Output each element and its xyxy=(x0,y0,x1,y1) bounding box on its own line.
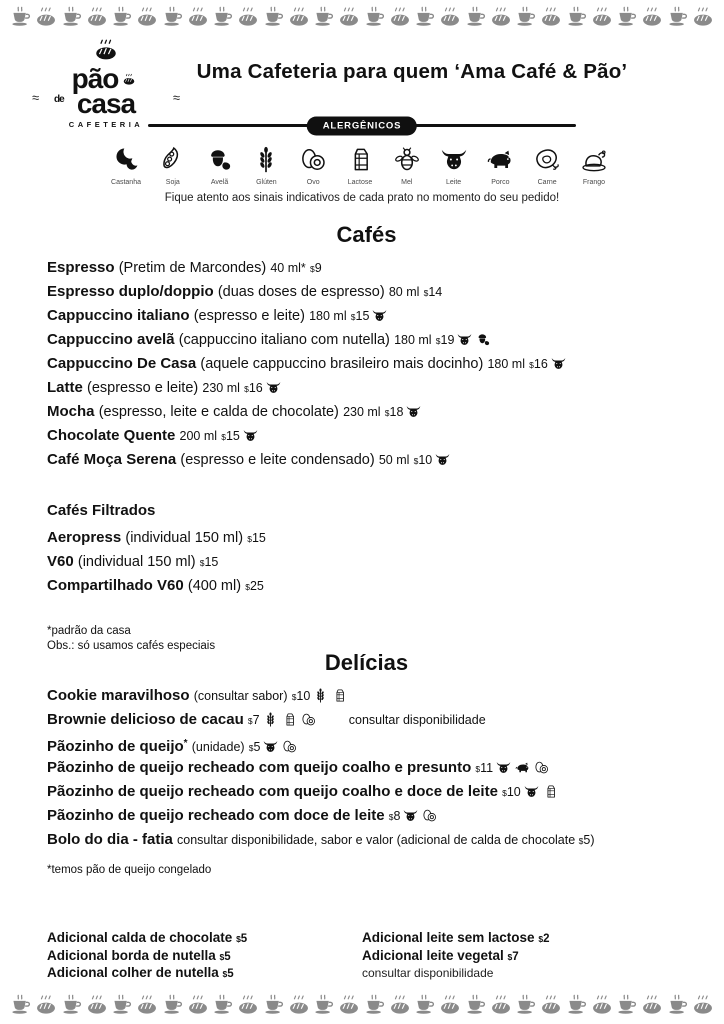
coffee-cup-icon xyxy=(364,6,386,28)
item-price: $2 xyxy=(538,933,550,945)
allergen-label: Ovo xyxy=(306,179,320,186)
allergen-label: Leite xyxy=(445,179,462,186)
item-price: $16 xyxy=(529,357,548,371)
bread-icon xyxy=(338,6,360,28)
avela-icon xyxy=(473,331,492,348)
currency-symbol: $ xyxy=(435,336,441,346)
coffee-cup-icon xyxy=(162,6,184,28)
ovo-icon xyxy=(298,160,328,177)
cafes-filtrados-title: Cafés Filtrados xyxy=(47,502,156,519)
currency-symbol: $ xyxy=(219,951,225,962)
item-price: $7 xyxy=(247,713,260,727)
currency-symbol: $ xyxy=(247,716,253,726)
item-description: (espresso e leite) xyxy=(193,308,305,324)
item-description: (aquele cappuccino brasileiro mais docinho) xyxy=(200,356,484,372)
menu-item xyxy=(47,760,686,784)
currency-symbol: $ xyxy=(244,384,249,394)
ovo-icon xyxy=(298,711,317,728)
cafes-items xyxy=(47,260,686,476)
item-description: (400 ml) xyxy=(187,578,242,594)
allergen-label: Frango xyxy=(582,179,606,186)
menu-item xyxy=(47,332,686,356)
mel-icon xyxy=(392,160,422,177)
gluten-icon xyxy=(310,687,329,704)
item-size: 180 ml xyxy=(487,357,525,371)
porco-icon xyxy=(485,160,515,177)
frango-icon xyxy=(579,160,609,177)
currency-symbol: $ xyxy=(247,534,252,544)
leite-icon xyxy=(432,451,451,468)
ovo-icon xyxy=(419,807,438,824)
coffee-cup-icon xyxy=(414,994,436,1016)
coffee-cup-icon xyxy=(667,994,689,1016)
item-name: Cappuccino italiano xyxy=(47,307,190,324)
currency-symbol: $ xyxy=(507,951,513,962)
item-price: $14 xyxy=(423,285,443,299)
coffee-cup-icon xyxy=(515,6,537,28)
bread-icon xyxy=(237,994,259,1016)
item-price: $8 xyxy=(388,809,401,823)
menu-item xyxy=(47,428,686,452)
currency-symbol: $ xyxy=(199,558,205,568)
leite-icon xyxy=(548,355,567,372)
coffee-cup-icon xyxy=(414,6,436,28)
bread-icon xyxy=(35,994,57,1016)
menu-item xyxy=(47,260,686,284)
coffee-cup-icon xyxy=(313,6,335,28)
item-name: Pãozinho de queijo xyxy=(47,738,184,755)
page-title: Uma Cafeteria para quem ‘Ama Café & Pão’ xyxy=(196,60,628,83)
bread-icon xyxy=(490,994,512,1016)
item-description: (duas doses de espresso) xyxy=(217,284,385,300)
item-note: consultar disponibilidade, sabor e valor (adicional de calda de chocolate $5) xyxy=(177,833,595,847)
item-name: Chocolate Quente xyxy=(47,427,176,444)
porco-icon xyxy=(512,759,531,776)
coffee-cup-icon xyxy=(10,6,32,28)
leite-icon xyxy=(439,160,469,177)
adicional-item: Adicional borda de nutella $5 xyxy=(47,947,231,963)
menu-item xyxy=(47,784,686,808)
bread-icon xyxy=(187,994,209,1016)
logo-subtitle: CAFETERIA xyxy=(68,120,144,129)
bread-icon xyxy=(338,994,360,1016)
bread-icon xyxy=(692,994,714,1016)
bread-icon xyxy=(540,6,562,28)
allergen-note: Fique atento aos sinais indicativos de cada prato no momento do seu pedido! xyxy=(164,192,560,204)
allergen-gluten xyxy=(243,146,289,186)
item-size: 40 ml* xyxy=(270,261,306,275)
item-price: $5 xyxy=(236,933,248,945)
logo xyxy=(32,38,180,129)
gluten-icon xyxy=(251,160,281,177)
item-description: (espresso, leite e calda de chocolate) xyxy=(98,404,339,420)
item-name: Mocha xyxy=(47,403,95,420)
filtrados-items xyxy=(47,530,686,602)
coffee-cup-icon xyxy=(212,994,234,1016)
item-size: 80 ml xyxy=(388,285,420,299)
adicionais-note: consultar disponibilidade xyxy=(362,966,494,980)
item-name: Pãozinho de queijo recheado com doce de leite xyxy=(47,807,385,824)
item-name: Brownie delicioso de cacau xyxy=(47,711,244,728)
delicias-title: Delícias xyxy=(324,650,409,675)
allergen-leite xyxy=(431,146,477,186)
allergen-lactose xyxy=(337,146,383,186)
bread-icon xyxy=(35,6,57,28)
menu-item xyxy=(47,554,686,578)
delicias-items xyxy=(47,688,686,856)
allergen-soja xyxy=(150,146,196,186)
item-price: $15 xyxy=(247,531,266,545)
item-description: (individual 150 ml) xyxy=(77,554,196,570)
coffee-cup-icon xyxy=(10,994,32,1016)
item-description: (espresso e leite condensado) xyxy=(180,452,375,468)
allergen-badge: ALERGÊNICOS xyxy=(307,116,417,135)
leite-icon xyxy=(403,403,422,420)
coffee-cup-icon xyxy=(465,994,487,1016)
bread-icon xyxy=(187,6,209,28)
gluten-icon xyxy=(260,711,279,728)
menu-item xyxy=(47,832,686,856)
item-price: $10 xyxy=(502,785,521,799)
allergen-label: Avelã xyxy=(210,179,229,186)
leite-icon xyxy=(400,807,419,824)
carne-icon xyxy=(532,160,562,177)
item-name: Pãozinho de queijo recheado com queijo coalho e doce de leite xyxy=(47,783,498,800)
currency-symbol: $ xyxy=(413,456,419,466)
soja-icon xyxy=(158,160,188,177)
item-description: (cappuccino italiano com nutella) xyxy=(178,332,390,348)
footnote-pao-congelado: *temos pão de queijo congelado xyxy=(47,864,212,876)
allergen-mel xyxy=(384,146,430,186)
section-delicias xyxy=(47,650,686,856)
logo-text-de: de xyxy=(54,94,64,105)
menu-item xyxy=(47,284,686,308)
bread-icon xyxy=(237,6,259,28)
lactose-icon xyxy=(279,711,298,728)
coffee-cup-icon xyxy=(61,994,83,1016)
item-price: $11 xyxy=(475,761,494,775)
coffee-cup-icon xyxy=(364,994,386,1016)
bread-icon xyxy=(86,6,108,28)
allergen-label: Mel xyxy=(401,179,413,186)
section-cafes xyxy=(47,222,686,654)
adicional-item: Adicional leite vegetal $7 xyxy=(362,947,519,963)
coffee-cup-icon xyxy=(566,994,588,1016)
item-description: (espresso e leite) xyxy=(87,380,199,396)
item-price: $10 xyxy=(413,453,433,467)
currency-symbol: $ xyxy=(423,288,429,298)
allergen-frango xyxy=(571,146,617,186)
coffee-cup-icon xyxy=(212,6,234,28)
item-name: Espresso xyxy=(47,259,115,276)
currency-symbol: $ xyxy=(236,934,241,944)
currency-symbol: $ xyxy=(384,408,390,418)
menu-item xyxy=(47,356,686,380)
item-price: $25 xyxy=(245,579,264,593)
item-name: Aeropress xyxy=(47,529,122,546)
note-cafes-especiais: Obs.: só usamos cafés especiais xyxy=(47,640,216,652)
bread-icon xyxy=(136,994,158,1016)
item-name: Café Moça Serena xyxy=(47,451,177,468)
currency-symbol: $ xyxy=(222,969,228,979)
currency-symbol: $ xyxy=(578,836,584,846)
item-description: (individual 150 ml) xyxy=(125,530,244,546)
menu-item xyxy=(47,736,686,760)
item-name: Bolo do dia - fatia xyxy=(47,831,173,848)
coffee-cup-icon xyxy=(515,994,537,1016)
leite-icon xyxy=(369,307,388,324)
allergen-carne xyxy=(524,146,570,186)
item-price: $5 xyxy=(248,740,261,754)
allergen-label: Porco xyxy=(491,179,510,186)
adicional-item: Adicional leite sem lactose $2 xyxy=(362,930,550,945)
currency-symbol: $ xyxy=(221,432,226,442)
coffee-cup-icon xyxy=(616,994,638,1016)
menu-item xyxy=(47,808,686,832)
logo-text: pão xyxy=(71,63,119,94)
allergen-label: Soja xyxy=(165,179,180,186)
item-size: 180 ml xyxy=(394,333,432,347)
item-name: Cappuccino avelã xyxy=(47,331,175,348)
item-price: $7 xyxy=(507,950,519,963)
currency-symbol: $ xyxy=(291,692,297,702)
item-price: $15 xyxy=(221,429,240,443)
allergen-row xyxy=(103,146,617,186)
item-price: $5 xyxy=(219,950,231,963)
allergen-divider xyxy=(148,120,576,131)
leite-icon xyxy=(260,738,279,755)
item-name: Latte xyxy=(47,379,83,396)
ovo-icon xyxy=(279,738,298,755)
coffee-cup-icon xyxy=(566,6,588,28)
allergen-label: Glúten xyxy=(256,179,277,186)
cafes-title: Cafés xyxy=(336,222,397,247)
bread-icon xyxy=(439,6,461,28)
lactose-icon xyxy=(345,160,375,177)
adicionais-right-column xyxy=(362,930,549,982)
top-border-strip xyxy=(10,6,714,28)
castanha-icon xyxy=(111,160,141,177)
bread-icon xyxy=(692,6,714,28)
adicional-item: Adicional colher de nutella $5 xyxy=(47,965,234,980)
currency-symbol: $ xyxy=(529,360,534,370)
bread-icon xyxy=(591,6,613,28)
item-name: Espresso duplo/doppio xyxy=(47,283,214,300)
item-description: (consultar sabor) xyxy=(193,689,288,703)
item-price: $10 xyxy=(291,689,311,703)
bread-icon xyxy=(641,994,663,1016)
coffee-cup-icon xyxy=(162,994,184,1016)
allergen-avela xyxy=(197,146,243,186)
item-name: Compartilhado V60 xyxy=(47,577,184,594)
menu-item xyxy=(47,308,686,332)
coffee-cup-icon xyxy=(111,6,133,28)
item-price: $16 xyxy=(244,381,263,395)
item-price: $18 xyxy=(384,405,404,419)
bread-icon xyxy=(439,994,461,1016)
bread-icon xyxy=(540,994,562,1016)
item-size: 230 ml xyxy=(202,381,240,395)
ovo-icon xyxy=(531,759,550,776)
item-size: 180 ml xyxy=(309,309,347,323)
allergen-label: Castanha xyxy=(111,179,141,186)
currency-symbol: $ xyxy=(350,312,356,322)
logo-text: casa xyxy=(76,88,136,119)
menu-item xyxy=(47,404,686,428)
bread-icon xyxy=(490,6,512,28)
bread-icon xyxy=(641,6,663,28)
currency-symbol: $ xyxy=(248,743,254,753)
currency-symbol: $ xyxy=(388,812,394,822)
item-description: (unidade) xyxy=(191,740,245,754)
steam-decoration: ≈ xyxy=(32,90,40,105)
allergen-castanha xyxy=(103,146,149,186)
menu-item xyxy=(47,452,686,476)
allergen-porco xyxy=(477,146,523,186)
currency-symbol: $ xyxy=(502,788,507,798)
allergen-ovo xyxy=(290,146,336,186)
coffee-cup-icon xyxy=(313,994,335,1016)
item-price: $9 xyxy=(309,261,322,275)
currency-symbol: $ xyxy=(538,934,544,944)
leite-icon xyxy=(454,331,473,348)
item-description: (Pretim de Marcondes) xyxy=(118,260,267,276)
item-name: Cappuccino De Casa xyxy=(47,355,197,372)
avela-icon xyxy=(205,160,235,177)
allergen-label: Lactose xyxy=(347,179,373,186)
item-size: 200 ml xyxy=(179,429,218,443)
bread-icon xyxy=(591,994,613,1016)
menu-item xyxy=(47,380,686,404)
currency-symbol: $ xyxy=(475,764,481,774)
coffee-cup-icon xyxy=(465,6,487,28)
leite-icon xyxy=(521,783,540,800)
menu-item xyxy=(47,578,686,602)
lactose-icon xyxy=(329,687,348,704)
adicional-item: Adicional calda de chocolate $5 xyxy=(47,930,248,945)
coffee-cup-icon xyxy=(616,6,638,28)
item-name: Pãozinho de queijo recheado com queijo coalho e presunto xyxy=(47,759,472,776)
item-price: $15 xyxy=(199,555,219,569)
leite-icon xyxy=(493,759,512,776)
allergen-label: Carne xyxy=(537,179,557,186)
item-note: consultar disponibilidade xyxy=(348,713,486,727)
bread-icon xyxy=(389,6,411,28)
bread-icon xyxy=(389,994,411,1016)
menu-item xyxy=(47,530,686,554)
coffee-cup-icon xyxy=(61,6,83,28)
item-asterisk: * xyxy=(183,738,188,749)
leite-icon xyxy=(263,379,282,396)
adicionais-left-column xyxy=(47,930,247,983)
bread-icon xyxy=(136,6,158,28)
item-price: $19 xyxy=(435,333,455,347)
note-padrao-casa: *padrão da casa xyxy=(47,625,131,637)
leite-icon xyxy=(240,427,259,444)
item-name: Cookie maravilhoso xyxy=(47,687,190,704)
coffee-cup-icon xyxy=(667,6,689,28)
item-price: $5 xyxy=(578,833,591,847)
coffee-cup-icon xyxy=(111,994,133,1016)
bread-icon xyxy=(288,994,310,1016)
item-price: $5 xyxy=(222,968,234,980)
bread-icon xyxy=(288,6,310,28)
menu-item xyxy=(47,688,686,712)
menu-item xyxy=(47,712,686,736)
coffee-cup-icon xyxy=(263,6,285,28)
item-size: 50 ml xyxy=(378,453,410,467)
currency-symbol: $ xyxy=(245,582,250,592)
item-name: V60 xyxy=(47,553,74,570)
item-size: 230 ml xyxy=(343,405,381,419)
bread-icon xyxy=(86,994,108,1016)
item-price: $15 xyxy=(350,309,370,323)
coffee-cup-icon xyxy=(263,994,285,1016)
currency-symbol: $ xyxy=(309,264,315,274)
bottom-border-strip xyxy=(10,994,714,1016)
steam-decoration: ≈ xyxy=(172,90,180,105)
logo-word-casa xyxy=(46,88,166,119)
lactose-icon xyxy=(540,783,559,800)
